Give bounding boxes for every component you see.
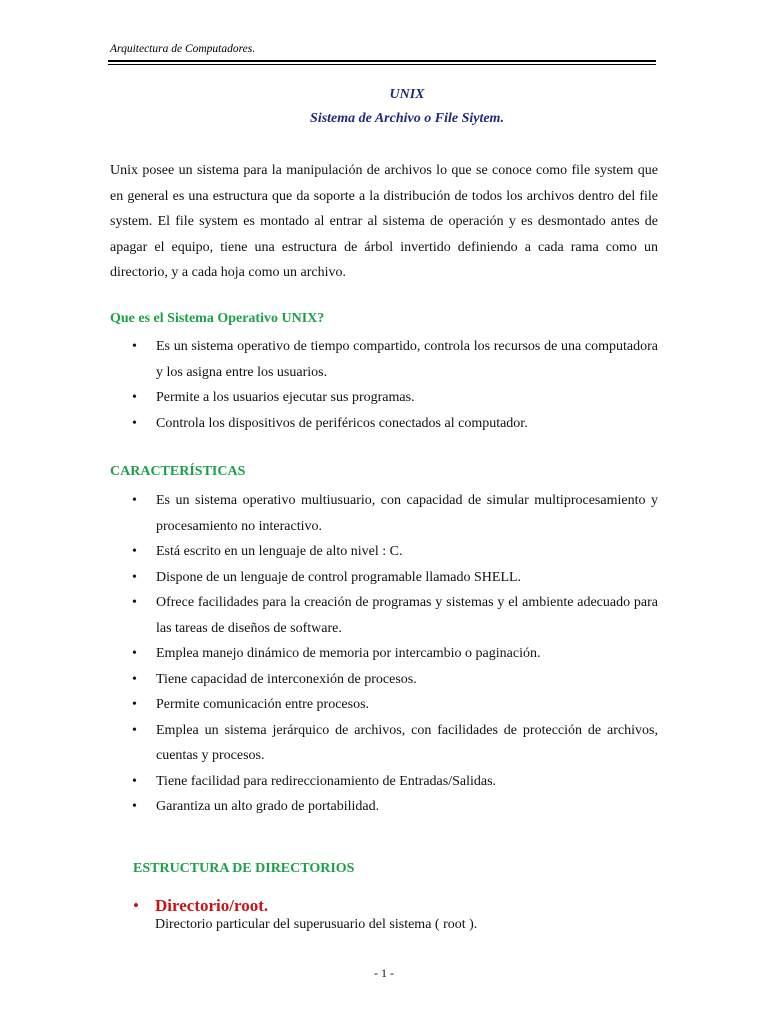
list-item [110, 565, 658, 591]
intro-paragraph: Unix posee un sistema para la manipulación de archivos lo que se conoce como file system que en general es una estructura que da soporte a la distribución de todos los archivos dentro del file system. El file system es montado al entrar al sistema de operación y es desmontado antes de apagar el equipo, tiene una estructura de árbol invertido definiendo a cada rama como un directorio, y a cada hoja como un archivo. [110, 163, 658, 280]
header-rule-thick [108, 60, 656, 62]
list-item [110, 590, 658, 641]
list-item [110, 667, 658, 693]
bullet-icon: • [133, 896, 139, 915]
directory-description: Directorio particular del superusuario del sistema ( root ). [155, 917, 478, 932]
list-item-text: Está escrito en un lenguaje de alto nivel : C. [156, 544, 403, 559]
bullet-icon: • [132, 799, 137, 814]
document-subtitle: Sistema de Archivo o File Siytem. [310, 111, 504, 126]
list-item-text: Es un sistema operativo de tiempo compartido, controla los recursos de una computadora y los asigna entre los usuarios. [156, 339, 658, 380]
que-es-unix-list [110, 334, 658, 436]
list-item [110, 641, 658, 667]
bullet-icon: • [132, 697, 137, 712]
list-item [110, 794, 658, 820]
list-item-text: Permite a los usuarios ejecutar sus programas. [156, 390, 415, 405]
bullet-icon: • [132, 569, 137, 585]
caracteristicas-list [110, 488, 658, 820]
directory-name: Directorio/root. [155, 896, 269, 915]
bullet-icon: • [132, 390, 137, 405]
bullet-icon: • [132, 773, 137, 789]
list-item [110, 769, 658, 795]
list-item [110, 411, 658, 437]
list-item-text: Controla los dispositivos de periféricos conectados al computador. [156, 415, 528, 431]
list-item-text: Emplea manejo dinámico de memoria por intercambio o paginación. [156, 646, 541, 661]
bullet-icon: • [132, 339, 137, 354]
page-number: - 1 - [374, 966, 394, 980]
list-item-text: Ofrece facilidades para la creación de programas y sistemas y el ambiente adecuado para las tareas de diseños de software. [156, 595, 658, 636]
list-item-text: Es un sistema operativo multiusuario, con capacidad de simular multiprocesamiento y procesamiento no interactivo. [156, 493, 658, 534]
bullet-icon: • [132, 722, 137, 738]
section-heading-estructura-directorios: ESTRUCTURA DE DIRECTORIOS [133, 861, 355, 876]
document-title: UNIX [389, 87, 425, 102]
bullet-icon: • [132, 671, 137, 687]
bullet-icon: • [132, 493, 137, 508]
header-rule-thin [108, 64, 656, 65]
list-item [110, 385, 658, 411]
bullet-icon: • [132, 646, 137, 661]
list-item [110, 334, 658, 385]
list-item [110, 539, 658, 565]
section-heading-que-es-unix: Que es el Sistema Operativo UNIX? [110, 311, 325, 326]
list-item-text: Permite comunicación entre procesos. [156, 697, 370, 712]
bullet-icon: • [132, 595, 137, 610]
list-item-text: Emplea un sistema jerárquico de archivos, con facilidades de protección de archivos, cuentas y procesos. [156, 722, 658, 763]
list-item [110, 718, 658, 769]
list-item-text: Dispone de un lenguaje de control programable llamado SHELL. [156, 569, 522, 585]
bullet-icon: • [132, 544, 137, 559]
bullet-icon: • [132, 415, 137, 431]
list-item [110, 692, 658, 718]
section-heading-caracteristicas: CARACTERÍSTICAS [110, 464, 246, 479]
list-item-text: Garantiza un alto grado de portabilidad. [156, 799, 380, 814]
list-item-text: Tiene facilidad para redireccionamiento de Entradas/Salidas. [156, 773, 497, 789]
list-item [110, 488, 658, 539]
running-header: Arquitectura de Computadores. [110, 43, 256, 55]
list-item-text: Tiene capacidad de interconexión de procesos. [156, 671, 417, 687]
